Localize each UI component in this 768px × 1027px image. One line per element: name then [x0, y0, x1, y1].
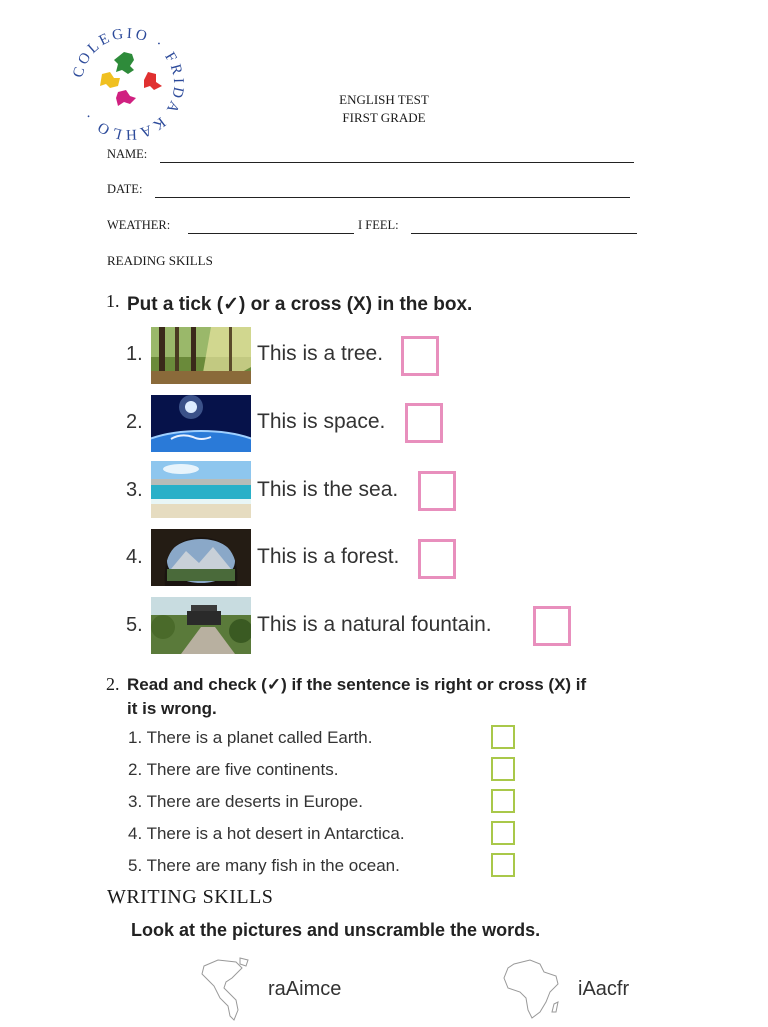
reading-skills-label: READING SKILLS	[107, 253, 213, 268]
q2-instruction-line-1: Read and check (✓) if the sentence is right or cross (X) if	[127, 675, 587, 694]
puzzle-pieces-icon	[100, 52, 162, 106]
q2-statement: 5. There are many fish in the ocean.	[128, 856, 400, 875]
q1-number: 1.	[106, 291, 120, 311]
weather-field[interactable]	[188, 233, 354, 234]
q1-item-text: This is the sea.	[257, 478, 399, 501]
q2-check-box[interactable]	[491, 757, 515, 781]
americas-map-icon	[196, 956, 258, 1022]
scrambled-word-1: raAimce	[268, 978, 342, 1000]
q1-item-text: This is a forest.	[257, 545, 400, 568]
q1-item-text: This is a natural fountain.	[257, 613, 492, 636]
school-logo	[66, 24, 190, 144]
q2-statement: 2. There are five continents.	[128, 760, 339, 779]
title-line-2: FIRST GRADE	[342, 110, 426, 125]
q2-check-box[interactable]	[491, 853, 515, 877]
sea-beach-image	[151, 461, 251, 518]
title-line-1: ENGLISH TEST	[339, 92, 429, 107]
q1-answer-box[interactable]	[405, 403, 443, 443]
q1-item-number: 5.	[126, 614, 143, 636]
test-title	[300, 91, 468, 127]
feel-field[interactable]	[411, 233, 637, 234]
q2-check-box[interactable]	[491, 789, 515, 813]
q1-item-number: 2.	[126, 411, 143, 433]
cave-view-image	[151, 529, 251, 586]
name-label: NAME:	[107, 147, 148, 161]
q2-check-box[interactable]	[491, 821, 515, 845]
date-field[interactable]	[155, 197, 630, 198]
weather-label: WEATHER:	[107, 218, 171, 232]
q2-check-box[interactable]	[491, 725, 515, 749]
scrambled-word-2: iAacfr	[578, 978, 630, 1000]
q2-instruction	[127, 673, 586, 721]
writing-skills-label: WRITING SKILLS	[107, 886, 274, 908]
q1-answer-box[interactable]	[418, 471, 456, 511]
q1-item-text: This is a tree.	[257, 342, 384, 365]
q1-item-number: 1.	[126, 343, 143, 365]
q1-answer-box[interactable]	[533, 606, 571, 646]
date-label: DATE:	[107, 182, 143, 196]
q2-number: 2.	[106, 674, 120, 694]
forest-trees-image	[151, 327, 251, 384]
q1-answer-box[interactable]	[401, 336, 439, 376]
q2-statement: 3. There are deserts in Europe.	[128, 792, 363, 811]
fountain-image	[151, 597, 251, 654]
q2-statement: 1. There is a planet called Earth.	[128, 728, 373, 747]
feel-label: I FEEL:	[358, 218, 399, 232]
q1-item-number: 4.	[126, 546, 143, 568]
q1-instruction: Put a tick (✓) or a cross (X) in the box.	[127, 294, 473, 315]
name-field[interactable]	[160, 162, 634, 163]
q1-item-number: 3.	[126, 479, 143, 501]
space-earth-image	[151, 395, 251, 452]
q2-instruction-line-2: it is wrong.	[127, 699, 217, 718]
q1-answer-box[interactable]	[418, 539, 456, 579]
q2-statement: 4. There is a hot desert in Antarctica.	[128, 824, 405, 843]
africa-map-icon	[500, 956, 564, 1022]
writing-instruction: Look at the pictures and unscramble the words.	[131, 920, 541, 940]
q1-item-text: This is space.	[257, 410, 386, 433]
logo-text: COLEGIO · FRIDA KAHLO ·	[70, 25, 187, 143]
svg-text:COLEGIO · FRIDA KAHLO ·	[70, 26, 186, 143]
